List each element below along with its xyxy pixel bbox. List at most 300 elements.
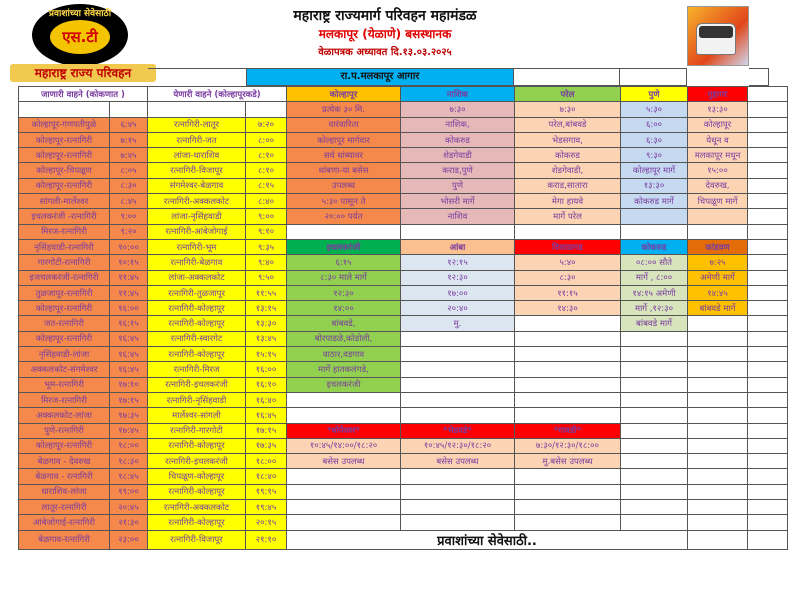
schedule-cell-amba: १७:००	[401, 285, 515, 300]
incoming-route: रत्नागिरी-इचलकरंजी	[148, 454, 246, 469]
outgoing-time: १८:३०	[110, 454, 148, 469]
outgoing-route: कोल्हापूर-रत्नागिरी	[19, 331, 110, 346]
outgoing-time: ८:४५	[110, 194, 148, 209]
table-row	[19, 362, 788, 377]
outgoing-time: १६:००	[110, 301, 148, 316]
empty-cell	[748, 484, 788, 499]
incoming-time: १७:१५	[246, 423, 287, 438]
column-header-kolhapur: कोल्हापूर	[287, 87, 401, 102]
incoming-time: ८:१५	[246, 178, 287, 193]
incoming-time: ८:००	[246, 132, 287, 147]
schedule-cell-kolhapur: ५:३० पासून ते	[287, 194, 401, 209]
page-subtitle: मलकापूर (येळाणे) बसस्थानक	[318, 27, 452, 41]
table-row	[19, 224, 788, 239]
column-header-ichalkaranji: इचलकरंजी	[287, 239, 401, 254]
table-row	[19, 484, 788, 499]
outgoing-route: बेळगाव-रत्नागिरी	[19, 530, 110, 549]
outgoing-route: मिरज-रत्नागिरी	[19, 224, 110, 239]
outgoing-route: तुळजापूर-रत्नागिरी	[19, 285, 110, 300]
outgoing-route: बेळगाव - रत्नागिरी	[19, 469, 110, 484]
outgoing-time: १०:००	[110, 239, 148, 254]
empty-cell	[621, 362, 688, 377]
table-row	[19, 423, 788, 438]
date-line: वेळापत्रक अध्यावत दि.१३.०३.२०२५	[318, 47, 452, 58]
table-row	[19, 285, 788, 300]
empty-cell	[515, 469, 621, 484]
schedule-cell-guhagar: १३:३०	[688, 102, 748, 117]
incoming-route: रत्नागिरी-भूम	[148, 239, 246, 254]
outgoing-route: जत-रत्नागिरी	[19, 316, 110, 331]
empty-cell	[621, 347, 688, 362]
empty-cell	[515, 484, 621, 499]
outgoing-time: ११:४५	[110, 270, 148, 285]
incoming-time: ९:१०	[246, 224, 287, 239]
table-row	[19, 408, 788, 423]
schedule-cell-parel: शेडगेवाडी,	[515, 163, 621, 178]
column-header-guhagar: गुहागर	[688, 87, 748, 102]
empty-cell	[688, 408, 748, 423]
table-row	[19, 454, 788, 469]
empty-cell	[515, 362, 621, 377]
incoming-time: ९:५०	[246, 270, 287, 285]
outgoing-time: २१:३०	[110, 515, 148, 530]
empty-cell	[514, 68, 620, 86]
empty-cell	[688, 331, 748, 346]
empty-cell	[688, 224, 748, 239]
logo-center-text: एस.टी	[50, 20, 110, 54]
schedule-cell-pune	[621, 209, 688, 224]
schedule-cell-kandavan: १४:४५	[688, 285, 748, 300]
incoming-time: ११:५५	[246, 285, 287, 300]
logo-banner: महाराष्ट्र राज्य परिवहन	[10, 64, 156, 82]
column-header-outgoing: जाणारी वाहने (कोकणात )	[19, 87, 148, 102]
schedule-cell-kandavan: अमेणी मार्गे	[688, 270, 748, 285]
empty-cell	[688, 316, 748, 331]
schedule-cell-guhagar: देवरुख,	[688, 178, 748, 193]
outgoing-route: कोल्हापूर-रत्नागिरी	[19, 178, 110, 193]
incoming-time: ९:४०	[246, 255, 287, 270]
outgoing-route: आंबेजोगाई-रत्नागिरी	[19, 515, 110, 530]
empty-cell	[401, 392, 515, 407]
empty-cell	[515, 224, 621, 239]
empty-cell	[748, 500, 788, 515]
bus-image	[687, 6, 749, 66]
table-row	[19, 270, 788, 285]
incoming-time: ८:१०	[246, 163, 287, 178]
table-row	[19, 102, 788, 117]
empty-cell	[688, 530, 748, 549]
empty-cell	[748, 331, 788, 346]
bus-window-shape	[699, 26, 733, 38]
timetable	[18, 86, 788, 550]
schedule-cell-nashik: शेडगेवाडी	[401, 148, 515, 163]
empty-cell	[401, 469, 515, 484]
empty-cell	[748, 316, 788, 331]
schedule-cell-ichalkaranji: बांबवडे,	[287, 316, 401, 331]
empty-cell	[621, 454, 688, 469]
schedule-cell-ichalkaranji: ६:१५	[287, 255, 401, 270]
incoming-route: रत्नागिरी-कोल्हापूर	[148, 515, 246, 530]
schedule-cell-ichalkaranji: ८:३० माले मार्गे	[287, 270, 401, 285]
incoming-route: रत्नागिरी-अक्कलकोट	[148, 500, 246, 515]
empty-cell	[748, 194, 788, 209]
outgoing-time: १८:४५	[110, 469, 148, 484]
table-row	[19, 148, 788, 163]
empty-cell	[748, 469, 788, 484]
incoming-route: लांजा-नृसिंहवाडी	[148, 209, 246, 224]
empty-cell	[748, 178, 788, 193]
empty-cell	[515, 515, 621, 530]
outgoing-time: २३:००	[110, 530, 148, 549]
empty-cell	[287, 500, 401, 515]
schedule-cell-ichalkaranji: बोरपाडळे,कोडोली,	[287, 331, 401, 346]
schedule-cell-amba: १२:१५	[401, 255, 515, 270]
incoming-time: ९:३५	[246, 239, 287, 254]
empty-cell	[621, 224, 688, 239]
table-row	[19, 392, 788, 407]
table-row	[19, 377, 788, 392]
empty-cell	[621, 515, 688, 530]
empty-cell	[515, 331, 621, 346]
schedule-cell-kolhapur: २०:०० पर्यत	[287, 209, 401, 224]
table-row	[19, 132, 788, 147]
schedule-cell-kolhapur: प्रत्येक ३० मि.	[287, 102, 401, 117]
incoming-route: लांजा-धाराशिव	[148, 148, 246, 163]
incoming-time: ८:४०	[246, 194, 287, 209]
empty-cell	[748, 362, 788, 377]
incoming-time: १३:३०	[246, 316, 287, 331]
column-header-kokrud: कोकरुड	[621, 239, 688, 254]
outgoing-time: ८:३०	[110, 178, 148, 193]
empty-cell	[688, 377, 748, 392]
empty-cell	[688, 484, 748, 499]
schedule-cell-pune: ५:३०	[621, 102, 688, 117]
column-header-pune: पुणे	[621, 87, 688, 102]
schedule-cell-bhedavade: १०:४५/१२:३०/१८:२०	[401, 438, 515, 453]
schedule-cell-ichalkaranji: इचलकरंजी	[287, 377, 401, 392]
outgoing-time: १६:१५	[110, 316, 148, 331]
schedule-cell-gavadi: ७:३०/१२:३०/१८:००	[515, 438, 621, 453]
empty-cell	[621, 500, 688, 515]
empty-cell	[748, 102, 788, 117]
empty-cell	[748, 392, 788, 407]
incoming-route: रत्नागिरी-लातूर	[148, 117, 246, 132]
table-row	[19, 438, 788, 453]
schedule-cell-kolhapur: वारंवारिता	[287, 117, 401, 132]
outgoing-time: १७:१०	[110, 377, 148, 392]
table-row	[19, 194, 788, 209]
empty-cell	[748, 117, 788, 132]
incoming-route: रत्नागिरी-मिरज	[148, 362, 246, 377]
outgoing-route: गारगोटी-रत्नागिरी	[19, 255, 110, 270]
schedule-cell-vishalgad: १४:३०	[515, 301, 621, 316]
schedule-cell-pune: ६:००	[621, 117, 688, 132]
schedule-cell-kolhapur: कोल्हापूर मार्गवार	[287, 132, 401, 147]
empty-cell	[748, 454, 788, 469]
empty-cell	[148, 102, 246, 117]
empty-cell	[621, 423, 688, 438]
incoming-time: १३:१५	[246, 301, 287, 316]
schedule-cell-kokrud: बांबवडे मार्गे	[621, 316, 688, 331]
empty-cell	[748, 423, 788, 438]
schedule-cell-guhagar: चिपळूण मार्गे	[688, 194, 748, 209]
empty-cell	[287, 515, 401, 530]
empty-cell	[748, 148, 788, 163]
table-row	[19, 331, 788, 346]
empty-cell	[515, 500, 621, 515]
outgoing-route: कोल्हापूर-रत्नागिरी	[19, 132, 110, 147]
outgoing-route: अक्कलकोट-संगमेश्वर	[19, 362, 110, 377]
depot-banner: रा.प.मलकापूर आगार	[246, 68, 514, 86]
empty-cell	[748, 515, 788, 530]
empty-cell	[688, 392, 748, 407]
empty-cell	[515, 316, 621, 331]
schedule-cell-amba: १२:३०	[401, 270, 515, 285]
incoming-route: रत्नागिरी-बेळगाव	[148, 255, 246, 270]
column-header-parel: परेल	[515, 87, 621, 102]
empty-cell	[401, 224, 515, 239]
empty-cell	[748, 408, 788, 423]
incoming-time: १९:१५	[246, 484, 287, 499]
incoming-time: १९:४५	[246, 500, 287, 515]
table-row	[19, 530, 788, 549]
table-row	[19, 178, 788, 193]
incoming-route: रत्नागिरी-कोल्हापूर	[148, 301, 246, 316]
page-title: महाराष्ट्र राज्यमार्ग परिवहन महामंडळ	[293, 8, 477, 24]
empty-cell	[287, 392, 401, 407]
schedule-cell-guhagar: येथून व	[688, 132, 748, 147]
outgoing-route: कोल्हापूर-गणपतीपुळे	[19, 117, 110, 132]
empty-cell	[688, 454, 748, 469]
schedule-cell-amba: २०:४०	[401, 301, 515, 316]
outgoing-route: पुणे-रत्नागिरी	[19, 423, 110, 438]
table-row	[19, 301, 788, 316]
incoming-route: संगमेश्वर-बेळगाव	[148, 178, 246, 193]
schedule-cell-kokrud: ०८:०० सौते	[621, 255, 688, 270]
outgoing-time: १६:४५	[110, 362, 148, 377]
schedule-cell-ichalkaranji: १४:००	[287, 301, 401, 316]
outgoing-route: इजचलकरंजी-रत्नागिरी	[19, 270, 110, 285]
outgoing-route: नृसिंहवाडी-रत्नागिरी	[19, 239, 110, 254]
table-row	[19, 316, 788, 331]
empty-cell	[287, 484, 401, 499]
empty-cell	[401, 377, 515, 392]
schedule-cell-vishalgad: ५:४०	[515, 255, 621, 270]
empty-cell	[748, 87, 788, 102]
schedule-cell-parel: मार्गे परेल	[515, 209, 621, 224]
empty-cell	[401, 362, 515, 377]
empty-cell	[515, 377, 621, 392]
schedule-cell-kokrud: १४:१५ अमेणी	[621, 285, 688, 300]
empty-cell	[620, 68, 687, 86]
outgoing-route: लातूर-रत्नागिरी	[19, 500, 110, 515]
empty-cell	[401, 408, 515, 423]
empty-cell	[621, 392, 688, 407]
empty-cell	[688, 362, 748, 377]
msrtc-logo	[10, 2, 150, 82]
schedule-cell-parel: ७:३०	[515, 102, 621, 117]
schedule-cell-nashik: कराड,पुणे	[401, 163, 515, 178]
empty-cell	[621, 484, 688, 499]
outgoing-time: ८:०५	[110, 163, 148, 178]
table-row	[19, 347, 788, 362]
schedule-cell-ichalkaranji: मार्गे हातकलंगडे,	[287, 362, 401, 377]
incoming-route: रत्नागिरी-कोल्हापूर	[148, 347, 246, 362]
column-header-bhedavade: *भेडवडे*	[401, 423, 515, 438]
outgoing-route: मिरज-रत्नागिरी	[19, 392, 110, 407]
empty-cell	[748, 163, 788, 178]
empty-cell	[287, 408, 401, 423]
schedule-cell-guhagar: कोल्हापूर	[688, 117, 748, 132]
schedule-cell-ichalkaranji: १२:३०	[287, 285, 401, 300]
empty-cell	[688, 469, 748, 484]
outgoing-time: १८:००	[110, 438, 148, 453]
incoming-time: १६:४५	[246, 408, 287, 423]
incoming-route: रत्नागिरी-कोल्हापूर	[148, 438, 246, 453]
outgoing-time: १७:१५	[110, 392, 148, 407]
empty-cell	[749, 68, 769, 86]
table-row	[19, 515, 788, 530]
empty-cell	[748, 239, 788, 254]
empty-cell	[688, 438, 748, 453]
incoming-route: लांजा-अक्कलकोट	[148, 270, 246, 285]
schedule-cell-guhagar: १५:००	[688, 163, 748, 178]
outgoing-route: नृसिंहवाडी-लांजा	[19, 347, 110, 362]
schedule-cell-pune: ६:३०	[621, 132, 688, 147]
empty-cell	[19, 102, 110, 117]
schedule-cell-pune: कोकरुड मार्गे	[621, 194, 688, 209]
empty-cell	[621, 377, 688, 392]
column-header-incoming: येणारी वाहने (कोल्हापूरकडे)	[148, 87, 287, 102]
schedule-cell-ichalkaranji: वाठार,वडगाव	[287, 347, 401, 362]
schedule-cell-parel: भेडसगाव,	[515, 132, 621, 147]
incoming-route: रत्नागिरी-इचलकरंजी	[148, 377, 246, 392]
schedule-cell-nashik: नाशिक,	[401, 117, 515, 132]
empty-cell	[621, 408, 688, 423]
incoming-time: १५:१५	[246, 347, 287, 362]
empty-cell	[401, 515, 515, 530]
incoming-route: मार्लेश्वर-सांगली	[148, 408, 246, 423]
outgoing-time: १६:४५	[110, 347, 148, 362]
incoming-time: १८:४०	[246, 469, 287, 484]
schedule-cell-kokrud: मार्गे ,१२:३०	[621, 301, 688, 316]
empty-cell	[401, 484, 515, 499]
empty-cell	[748, 270, 788, 285]
outgoing-route: बेळगाव - देवरुख	[19, 454, 110, 469]
schedule-cell-parel: कराड,सातारा	[515, 178, 621, 193]
incoming-route: रत्नागिरी-कोल्हापूर	[148, 484, 246, 499]
column-header-vishalgad: विशाळगड	[515, 239, 621, 254]
incoming-route: रत्नागिरी-आंबेजोगाई	[148, 224, 246, 239]
table-row	[19, 469, 788, 484]
schedule-cell-kokrud: मार्गे , ८:००	[621, 270, 688, 285]
outgoing-route: इचलकरंजी -रत्नागिरी	[19, 209, 110, 224]
incoming-time: १७:३५	[246, 438, 287, 453]
schedule-cell-kolhapur: उपलब्ध	[287, 178, 401, 193]
empty-cell	[401, 331, 515, 346]
incoming-time: १३:४५	[246, 331, 287, 346]
outgoing-time: १६:४५	[110, 331, 148, 346]
empty-cell	[515, 347, 621, 362]
schedule-cell-nashik: नाशिव	[401, 209, 515, 224]
incoming-time: २०:१५	[246, 515, 287, 530]
empty-cell	[688, 423, 748, 438]
schedule-cell-kandavan: ७:२५	[688, 255, 748, 270]
schedule-cell-dhopeshwar: १०:४५/१४:००/१८:२०	[287, 438, 401, 453]
empty-cell	[748, 132, 788, 147]
incoming-time: १६:००	[246, 362, 287, 377]
incoming-time: १६:१०	[246, 377, 287, 392]
empty-cell	[515, 392, 621, 407]
empty-cell	[748, 438, 788, 453]
empty-cell	[401, 347, 515, 362]
incoming-time: १८:००	[246, 454, 287, 469]
outgoing-route: कोल्हापूर-रत्नागिरी	[19, 301, 110, 316]
empty-cell	[688, 515, 748, 530]
note-cell-dhopeshwar: बसेस उपलब्ध	[287, 454, 401, 469]
empty-cell	[748, 347, 788, 362]
empty-cell	[748, 224, 788, 239]
schedule-cell-pune: १३:३०	[621, 178, 688, 193]
empty-cell	[621, 331, 688, 346]
schedule-cell-parel: कोकरुड	[515, 148, 621, 163]
empty-cell	[515, 408, 621, 423]
note-cell-bhedavade: बसेस उपलब्ध	[401, 454, 515, 469]
incoming-route: रत्नागिरी-नृसिंहवाडी	[148, 392, 246, 407]
outgoing-route: धाराशिव-लांजा	[19, 484, 110, 499]
outgoing-route: कोल्हापूर-रत्नागिरी	[19, 438, 110, 453]
schedule-cell-nashik: ७:३०	[401, 102, 515, 117]
outgoing-route: भूम-रत्नागिरी	[19, 377, 110, 392]
schedule-cell-kolhapur: थांबणा-या बसेस	[287, 163, 401, 178]
incoming-time: ७:२०	[246, 117, 287, 132]
incoming-route: रत्नागिरी-गारगोटी	[148, 423, 246, 438]
schedule-cell-vishalgad: ८:३०	[515, 270, 621, 285]
empty-cell	[621, 469, 688, 484]
schedule-cell-guhagar	[688, 209, 748, 224]
empty-cell	[287, 469, 401, 484]
incoming-route: चिपळूण-कोल्हापूर	[148, 469, 246, 484]
empty-cell	[748, 301, 788, 316]
outgoing-time: १०:१५	[110, 255, 148, 270]
outgoing-time: १७:३५	[110, 408, 148, 423]
schedule-cell-amba: मु.	[401, 316, 515, 331]
outgoing-route: अक्कलकोट-लांजा	[19, 408, 110, 423]
incoming-route: रत्नागिरी-स्वारगेट	[148, 331, 246, 346]
column-header-nashik: नाशिक	[401, 87, 515, 102]
table-row	[19, 255, 788, 270]
table-row	[19, 209, 788, 224]
outgoing-route: कोल्हापूर-रत्नागिरी	[19, 148, 110, 163]
footer-slogan: प्रवाशांच्या सेवेसाठी..	[287, 530, 688, 549]
empty-cell	[110, 102, 148, 117]
empty-cell	[748, 285, 788, 300]
incoming-time: २१:१०	[246, 530, 287, 549]
empty-cell	[621, 438, 688, 453]
outgoing-time: ९:२०	[110, 224, 148, 239]
table-row	[19, 117, 788, 132]
outgoing-time: ६:४५	[110, 117, 148, 132]
empty-cell	[748, 255, 788, 270]
schedule-cell-parel: परेल,बांबवडे	[515, 117, 621, 132]
schedule-cell-parel: मेगा हायवे	[515, 194, 621, 209]
divider-line	[148, 68, 246, 69]
schedule-cell-pune: ९:३०	[621, 148, 688, 163]
empty-cell	[688, 500, 748, 515]
outgoing-time: २०:४५	[110, 500, 148, 515]
outgoing-time: ९:००	[110, 209, 148, 224]
outgoing-time: ७:१५	[110, 132, 148, 147]
